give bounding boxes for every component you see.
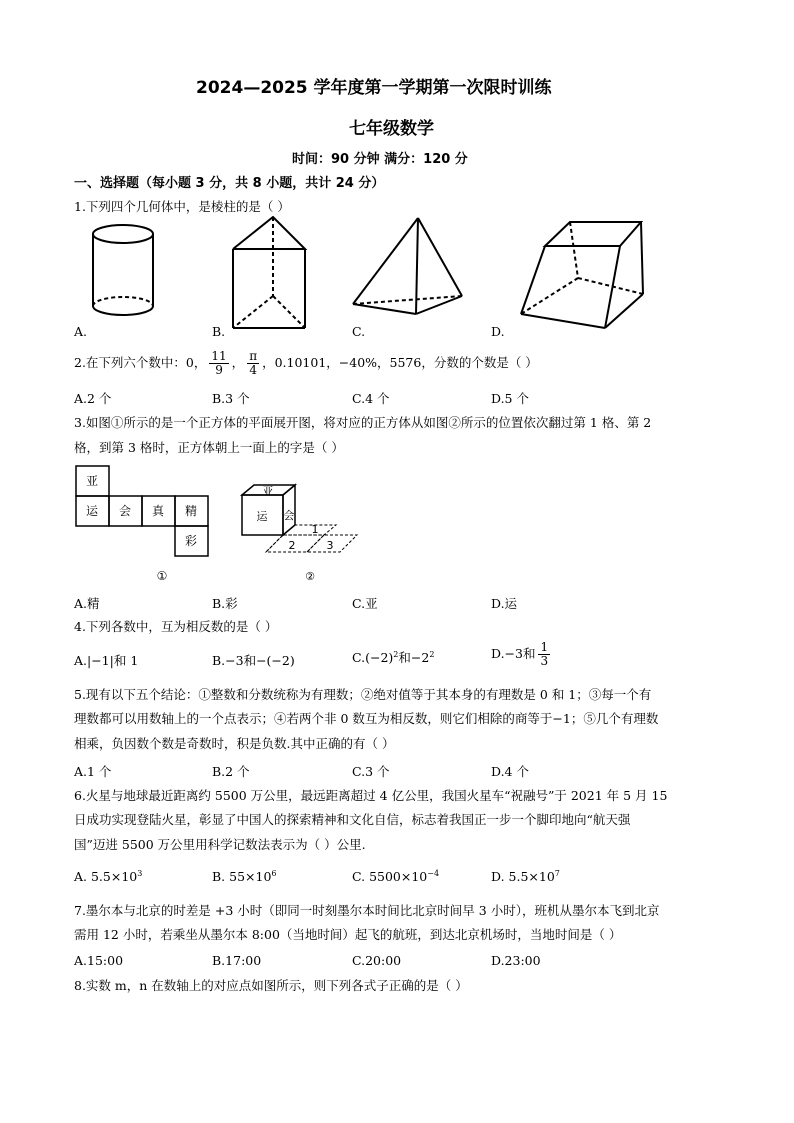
q1-option-d[interactable]: D. xyxy=(491,324,505,339)
cube-top-ya: 亚 xyxy=(262,485,274,498)
grid-number-1: 1 xyxy=(311,523,319,536)
q2-option-a[interactable]: A.2 个 xyxy=(74,391,112,406)
cube-front-yun: 运 xyxy=(256,510,268,523)
q5-option-a[interactable]: A.1 个 xyxy=(74,764,112,779)
q7-line-1: 7.墨尔本与北京的时差是 +3 小时（即同一时刻墨尔本时间比北京时间早 3 小时），班机从墨尔本飞到北京 xyxy=(74,903,660,918)
q2-option-c[interactable]: C.4 个 xyxy=(352,391,390,406)
q3-option-b[interactable]: B.彩 xyxy=(212,596,238,611)
cube-side-hui: 会 xyxy=(283,509,295,522)
q5-line-1: 5.现有以下五个结论：①整数和分数统称为有理数；②绝对值等于其本身的有理数是 0 和 1；③每一个有 xyxy=(74,687,652,702)
triangular-prism-icon xyxy=(233,217,305,328)
q4-stem: 4.下列各数中，互为相反数的是（ ） xyxy=(74,619,278,634)
q4-option-a[interactable]: A.|−1|和 1 xyxy=(74,653,139,668)
q3-option-c[interactable]: C.亚 xyxy=(352,596,378,611)
q1-stem: 1.下列四个几何体中，是棱柱的是（ ） xyxy=(74,199,290,214)
q1-option-c[interactable]: C. xyxy=(352,324,366,339)
q3-line-2: 格，到第 3 格时，正方体朝上一面上的字是（ ） xyxy=(74,440,344,455)
section-heading: 一、选择题（每小题 3 分，共 8 小题，共计 24 分） xyxy=(74,176,385,191)
q6-option-b[interactable]: B. $55\times 10^6$ xyxy=(212,869,277,885)
q7-option-b[interactable]: B.17:00 xyxy=(212,953,262,968)
grid-number-3: 3 xyxy=(326,539,334,552)
q7-option-a[interactable]: A.15:00 xyxy=(74,953,124,968)
q4-option-b[interactable]: B.−3和−(−2) xyxy=(212,653,295,668)
q3-line-1: 3.如图①所示的是一个正方体的平面展开图，将对应的正方体从如图②所示的位置依次翻过第 1 格、第 2 xyxy=(74,415,652,430)
q2-suffix: ，0.10101，−40%，5576，分数的个数是（ ） xyxy=(262,355,538,370)
q6-line-2: 日成功实现登陆火星，彰显了中国人的探索精神和文化自信，标志着我国正一步一个脚印地向“航天强 xyxy=(74,812,631,827)
q2-prefix: 2.在下列六个数中：0， xyxy=(74,355,207,370)
q2-fraction-pi-4: $\frac{\pi}{4}$ xyxy=(249,349,258,377)
q2-option-b[interactable]: B.3 个 xyxy=(212,391,250,406)
q6-option-a[interactable]: A. $5.5\times 10^3$ xyxy=(74,869,143,885)
net-cell-cai: 彩 xyxy=(184,534,198,548)
q3-figures xyxy=(70,462,370,587)
exam-info: 时间：90 分钟 满分：120 分 xyxy=(292,152,468,167)
net-cell-zhen: 真 xyxy=(151,504,165,518)
q2-option-d[interactable]: D.5 个 xyxy=(491,391,529,406)
q7-option-c[interactable]: C.20:00 xyxy=(352,953,402,968)
net-cell-jing: 精 xyxy=(184,504,198,518)
q3-option-d[interactable]: D.运 xyxy=(491,596,518,611)
q5-option-b[interactable]: B.2 个 xyxy=(212,764,250,779)
q1-option-a[interactable]: A. xyxy=(74,324,88,339)
q5-option-d[interactable]: D.4 个 xyxy=(491,764,529,779)
subject-title: 七年级数学 xyxy=(349,119,434,139)
q4-fraction-1-3: $\frac{1}{3}$ xyxy=(540,640,549,668)
exam-title: 2024—2025 学年度第一学期第一次限时训练 xyxy=(196,78,552,98)
q6-option-d[interactable]: D. $5.5\times 10^7$ xyxy=(491,869,560,885)
q5-line-3: 相乘，负因数个数是奇数时，积是负数.其中正确的有（ ） xyxy=(74,736,395,751)
q5-option-c[interactable]: C.3 个 xyxy=(352,764,390,779)
grid-number-2: 2 xyxy=(288,539,296,552)
q2-fraction-11-9: $\frac{11}{9}$ xyxy=(211,349,227,377)
triangular-pyramid-icon xyxy=(353,218,462,314)
q6-option-c[interactable]: C. $5500\times 10^{-4}$ xyxy=(352,869,440,885)
q3-option-a[interactable]: A.精 xyxy=(74,596,100,611)
net-cell-hui: 会 xyxy=(118,504,132,518)
net-cell-yun: 运 xyxy=(85,504,99,518)
q4-option-c[interactable]: $C.(-2)^2$和$-2^2$ xyxy=(352,649,435,665)
q7-line-2: 需用 12 小时，若乘坐从墨尔本 8:00（当地时间）起飞的航班，到达北京机场时，当地时间是（ ） xyxy=(74,927,622,942)
net-cell-ya: 亚 xyxy=(85,474,99,488)
q7-option-d[interactable]: D.23:00 xyxy=(491,953,541,968)
q1-figures xyxy=(60,216,700,338)
q6-line-1: 6.火星与地球最近距离约 5500 万公里，最远距离超过 4 亿公里，我国火星车“祝融号”于 2021 年 5 月 15 xyxy=(74,788,668,803)
q2-stem: 2.在下列六个数中：0， $\frac{11}{9}$ ， $\frac{\pi}{4}$ ，0.10101，−40%，5576，分数的个数是（ ） xyxy=(74,349,538,377)
q1-option-b[interactable]: B. xyxy=(212,324,226,339)
fig-label-1: ① xyxy=(156,569,168,583)
q8-stem: 8.实数 m，n 在数轴上的对应点如图所示，则下列各式子正确的是（ ） xyxy=(74,978,468,993)
q5-line-2: 理数都可以用数轴上的一个点表示；④若两个非 0 数互为相反数，则它们相除的商等于−1；⑤几个有理数 xyxy=(74,711,659,726)
cylinder-icon xyxy=(93,225,153,315)
frustum-icon xyxy=(521,222,643,328)
q4-option-d[interactable]: D.−3和 $\frac{1}{3}$ xyxy=(491,640,549,668)
q6-line-3: 国”迈进 5500 万公里用科学记数法表示为（ ）公里. xyxy=(74,837,366,852)
fig-label-2: ② xyxy=(305,570,315,583)
